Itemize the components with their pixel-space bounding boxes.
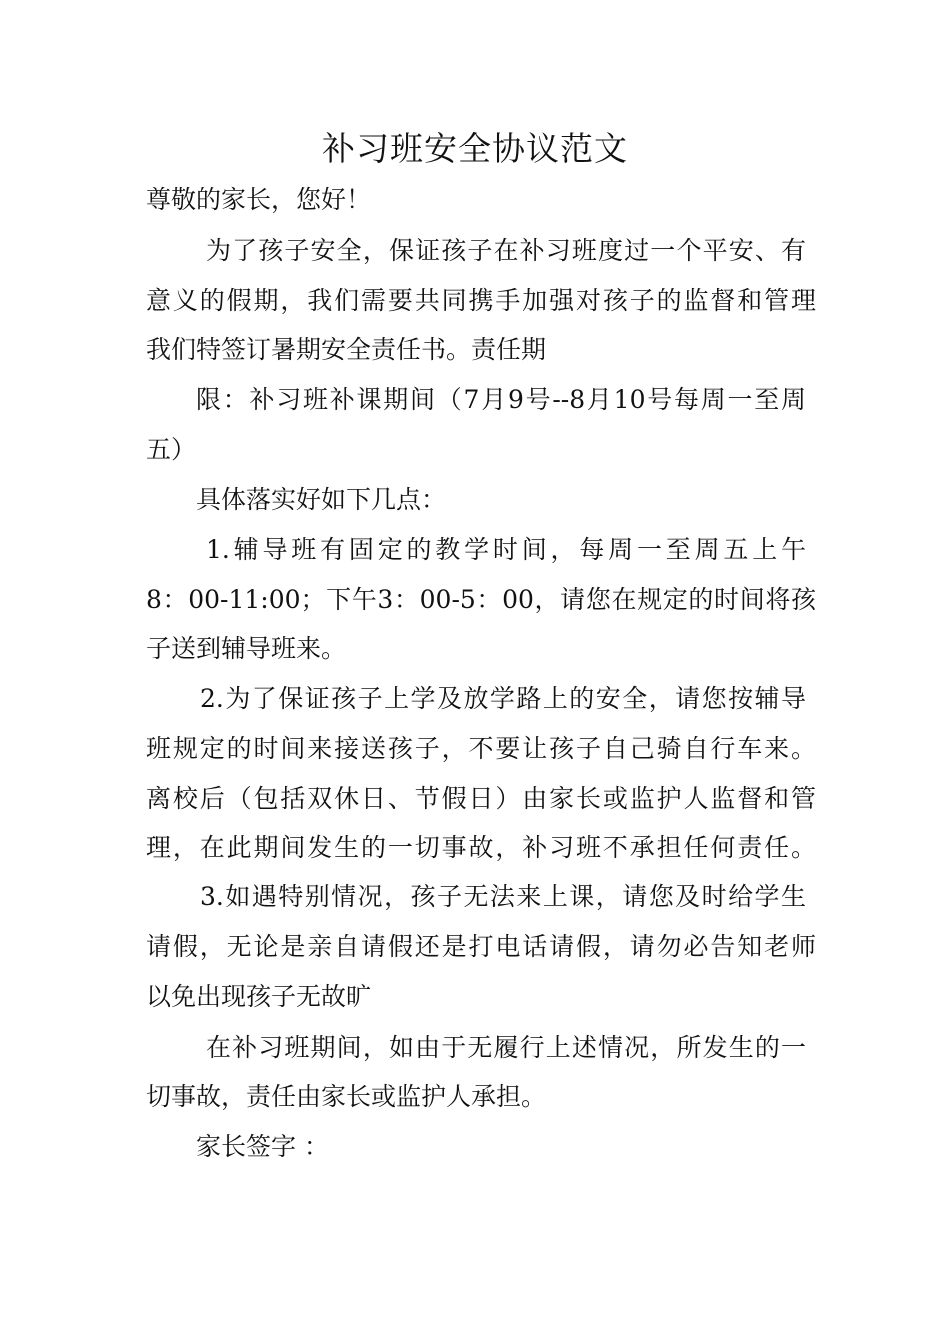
greeting: 尊敬的家长，您好！: [146, 185, 372, 214]
item3-line-3: 以免出现孩子无故旷: [146, 982, 372, 1011]
item2-line-1: 2.为了保证孩子上学及放学路上的安全，请您按辅导: [200, 684, 806, 713]
document-title: 补习班安全协议范文: [322, 129, 628, 168]
period-line-1: 限：补习班补课期间（7月9号--8月10号每周一至周: [196, 385, 806, 414]
intro-line-2: 意义的假期，我们需要共同携手加强对孩子的监督和管理: [146, 286, 816, 315]
intro-line-3: 我们特签订暑期安全责任书。责任期: [146, 335, 547, 364]
item1-line-2: 8：00-11:00；下午3：00-5：00，请您在规定的时间将孩: [146, 585, 816, 614]
item3-line-2: 请假，无论是亲自请假还是打电话请假，请勿必告知老师: [146, 932, 816, 961]
signature-label: 家长签字 ：: [196, 1132, 329, 1161]
closing-line-1: 在补习班期间，如由于无履行上述情况，所发生的一: [206, 1033, 806, 1062]
item1-line-3: 子送到辅导班来。: [146, 634, 347, 663]
item1-line-1: 1.辅导班有固定的教学时间，每周一至周五上午: [206, 535, 806, 564]
item2-line-4: 理，在此期间发生的一切事故，补习班不承担任何责任。: [146, 833, 816, 862]
closing-line-2: 切事故，责任由家长或监护人承担。: [146, 1082, 547, 1111]
intro-line-1: 为了孩子安全，保证孩子在补习班度过一个平安、有: [206, 236, 806, 265]
period-line-2: 五）: [146, 435, 197, 464]
item3-line-1: 3.如遇特别情况，孩子无法来上课，请您及时给学生: [200, 882, 806, 911]
item2-line-2: 班规定的时间来接送孩子，不要让孩子自己骑自行车来。: [146, 734, 816, 763]
points-heading: 具体落实好如下几点：: [196, 485, 447, 514]
item2-line-3: 离校后（包括双休日、节假日）由家长或监护人监督和管: [146, 784, 816, 813]
